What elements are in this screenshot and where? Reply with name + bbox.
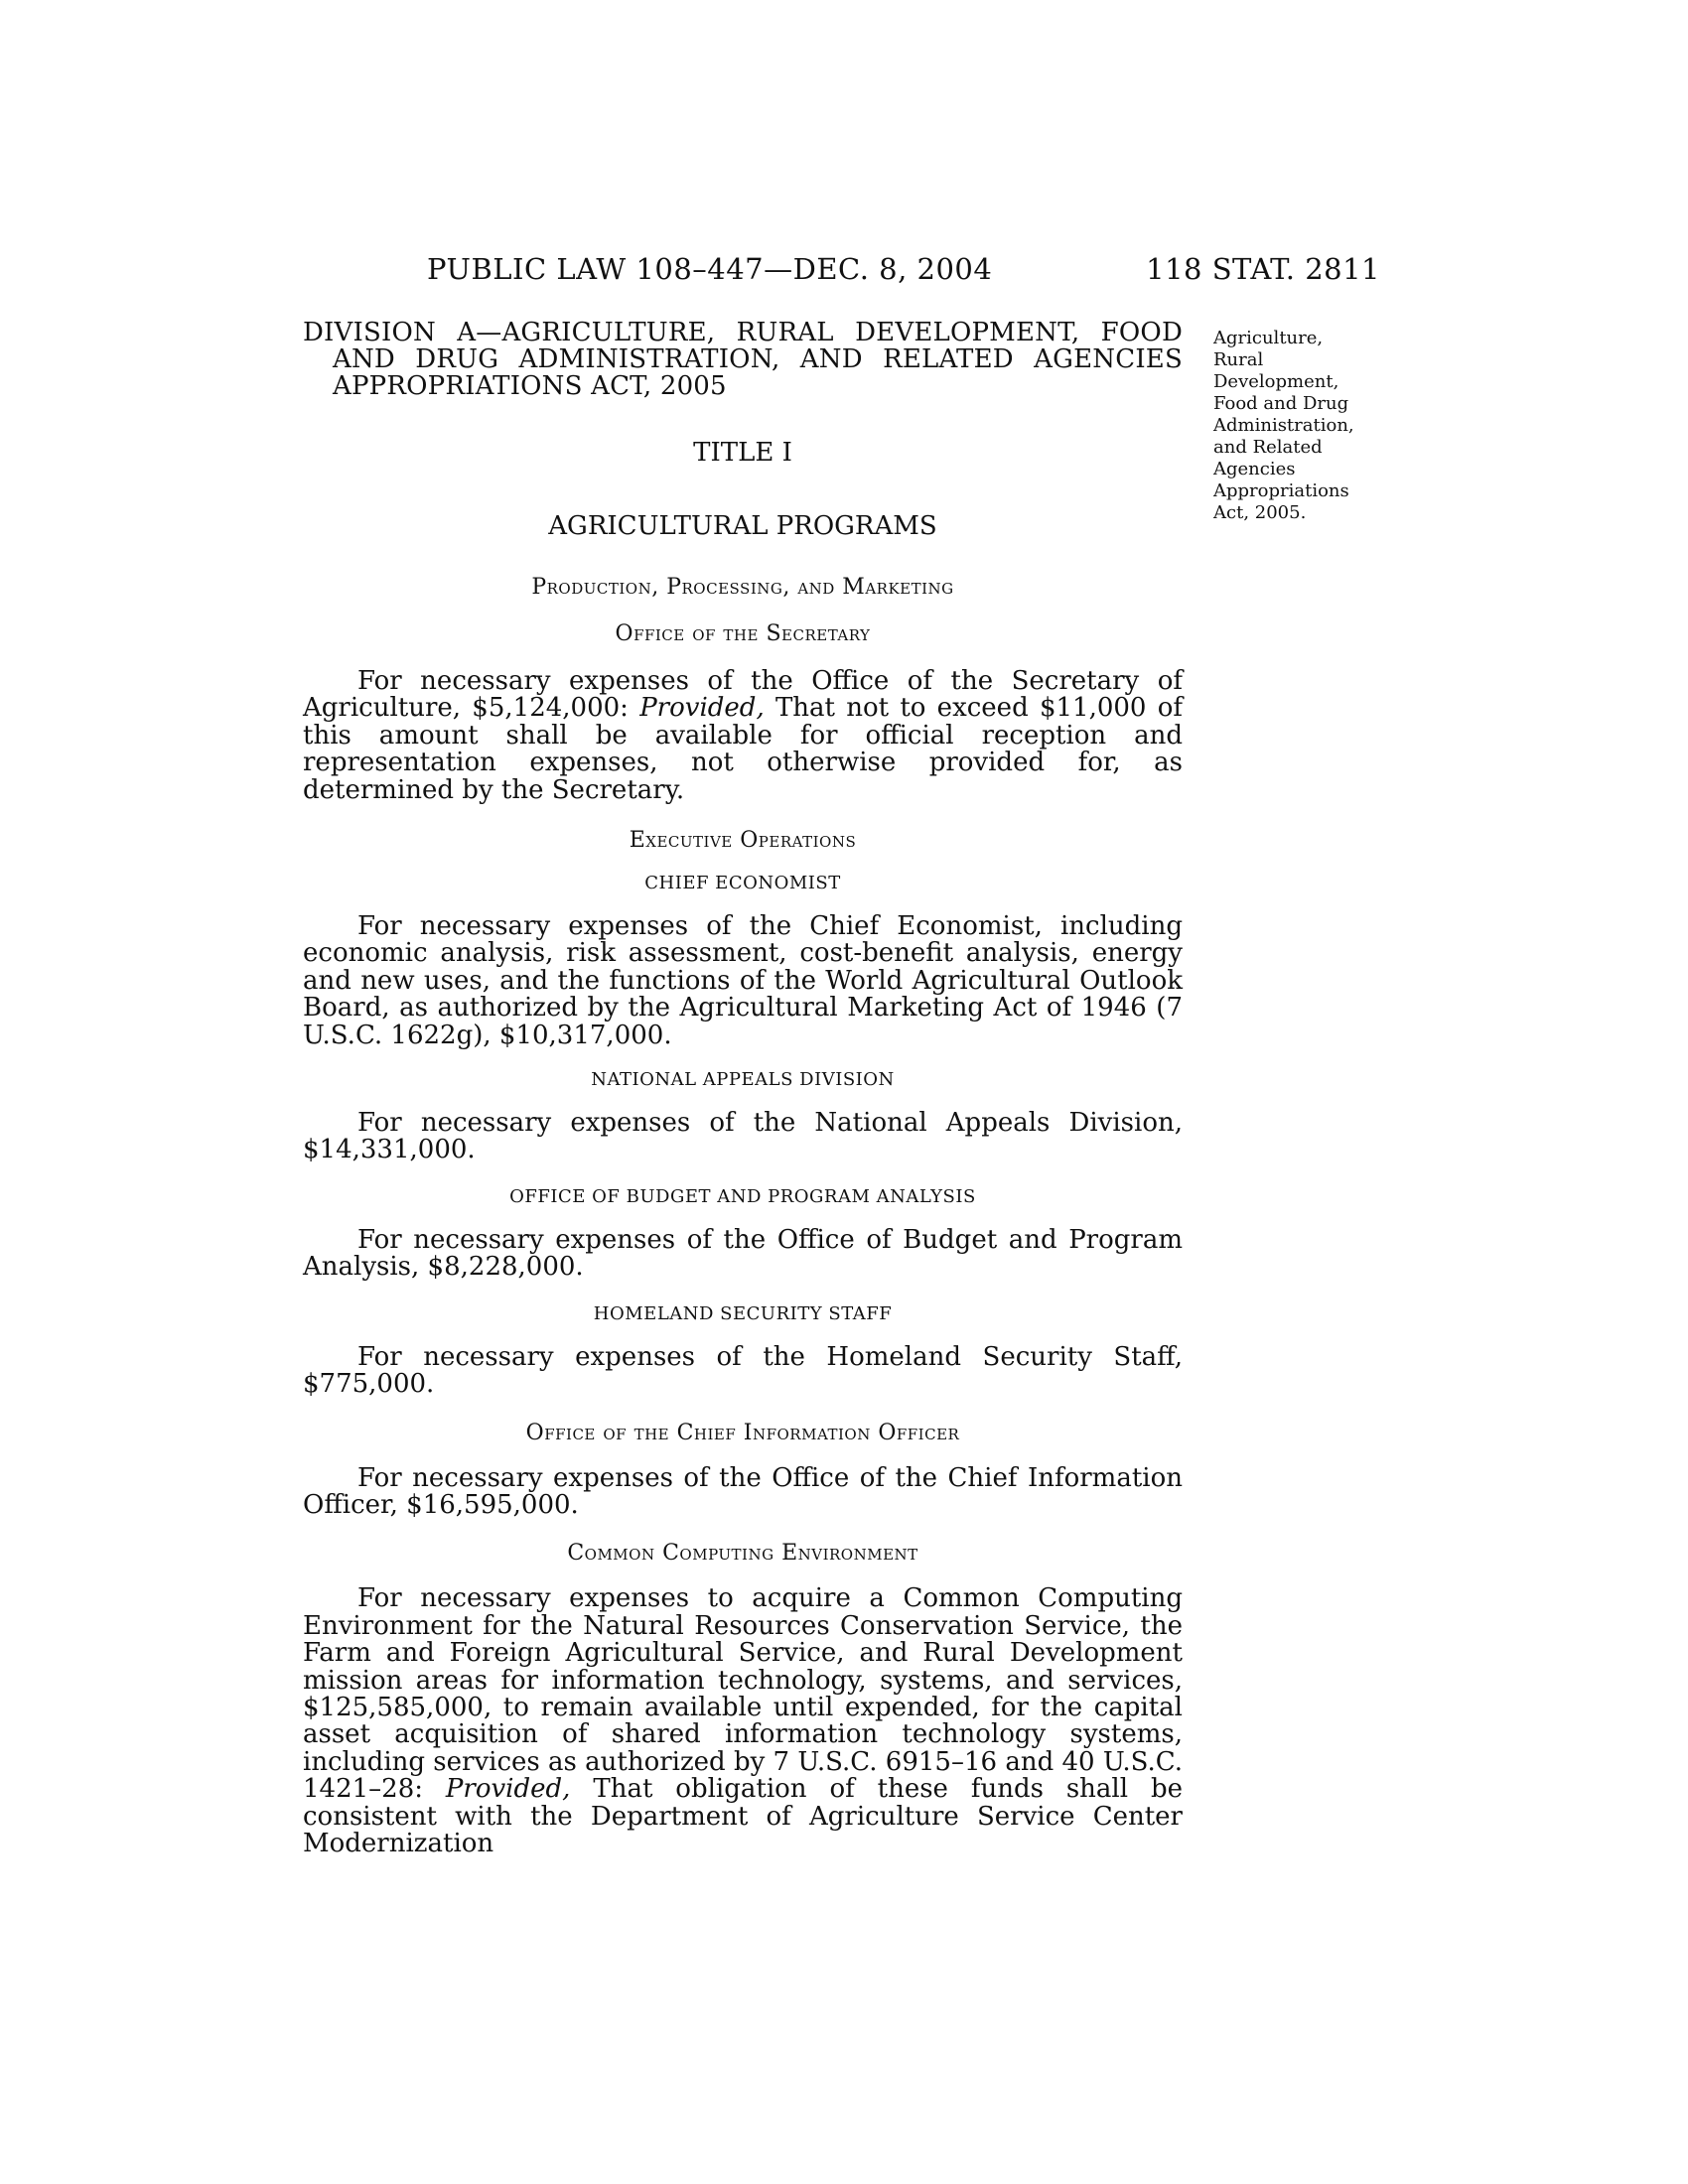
section-heading-office-secretary: Office of the Secretary <box>615 621 871 646</box>
statute-page-number: 118 STAT. 2811 <box>1146 252 1380 286</box>
margin-note-line: Administration, <box>1213 415 1354 436</box>
paragraph-chief-economist: For necessary expenses of the Chief Economist, including economic analysis, risk assessment, cost-benefit analysis, energy and new uses, and the functions of the World Agricultural Outlook Board, as authorized by the Agricultural Marketing Act of 1946 (7 U.S.C. 1622g), $10,317,000. <box>303 911 1183 1050</box>
margin-note <box>1213 328 1372 524</box>
title-number: TITLE I <box>693 438 792 468</box>
margin-note-line: Agriculture, <box>1213 328 1324 348</box>
paragraph-text: That not to exceed $11,000 of this amount shall be available for official reception and representation expenses, not otherwise provided for, as determined by the Secretary. <box>303 693 1183 805</box>
margin-note-line: Rural <box>1213 349 1264 370</box>
provided-italic: Provided, <box>445 1774 571 1805</box>
margin-note-line: Food and Drug <box>1213 393 1349 414</box>
margin-note-line: Development, <box>1213 371 1339 392</box>
paragraph-cio: For necessary expenses of the Office of the Chief Information Officer, $16,595,000. <box>303 1462 1183 1520</box>
running-head <box>427 252 1380 292</box>
section-heading-budget: OFFICE OF BUDGET AND PROGRAM ANALYSIS <box>509 1185 976 1207</box>
margin-note-line: Appropriations <box>1213 480 1349 501</box>
paragraph-text: For necessary expenses to acquire a Common Computing Environment for the Natural Resources Conservation Service, the Farm and Foreign Agricultural Service, and Rural Development mission areas for information technology, systems, and services, $125,585,000, to remain available until expended, for the capital asset acquisition of shared information technology systems, including services as authorized by 7 U.S.C. 6915–16 and 40 U.S.C. 1421–28: <box>303 1583 1183 1805</box>
paragraph-text: For necessary expenses of the Office of the Secretary of Agriculture, $5,124,000: <box>303 666 1183 724</box>
paragraph-national-appeals: For necessary expenses of the National Appeals Division, $14,331,000. <box>303 1108 1183 1165</box>
section-heading-national-appeals: NATIONAL APPEALS DIVISION <box>591 1069 895 1091</box>
provided-italic: Provided, <box>639 693 765 724</box>
paragraph-text: That obligation of these funds shall be consistent with the Department of Agriculture Service Center Modernization <box>303 1774 1183 1858</box>
main-text <box>303 320 1183 1857</box>
margin-note-line: and Related <box>1213 437 1323 458</box>
paragraph-budget: For necessary expenses of the Office of Budget and Program Analysis, $8,228,000. <box>303 1224 1183 1283</box>
section-heading-cce: Common Computing Environment <box>567 1541 918 1567</box>
margin-note-line: Act, 2005. <box>1213 502 1307 523</box>
division-title: DIVISION A—AGRICULTURE, RURAL DEVELOPMENT, FOOD AND DRUG ADMINISTRATION, AND RELATED AGENCIES APPROPRIATIONS ACT, 2005 <box>303 318 1183 401</box>
paragraph-office-secretary <box>303 668 1183 804</box>
title-name: AGRICULTURAL PROGRAMS <box>548 511 937 541</box>
section-heading-executive-operations: Executive Operations <box>629 828 857 854</box>
margin-note-line: Agencies <box>1213 459 1296 479</box>
paragraph-cce <box>303 1585 1183 1857</box>
section-heading-cio: Office of the Chief Information Officer <box>525 1420 960 1445</box>
public-law-citation: PUBLIC LAW 108–447—DEC. 8, 2004 <box>427 252 993 286</box>
section-heading-production: Production, Processing, and Marketing <box>531 575 954 600</box>
section-heading-chief-economist: CHIEF ECONOMIST <box>644 873 841 894</box>
section-heading-homeland: HOMELAND SECURITY STAFF <box>593 1302 893 1324</box>
paragraph-homeland: For necessary expenses of the Homeland Security Staff, $775,000. <box>303 1341 1183 1400</box>
